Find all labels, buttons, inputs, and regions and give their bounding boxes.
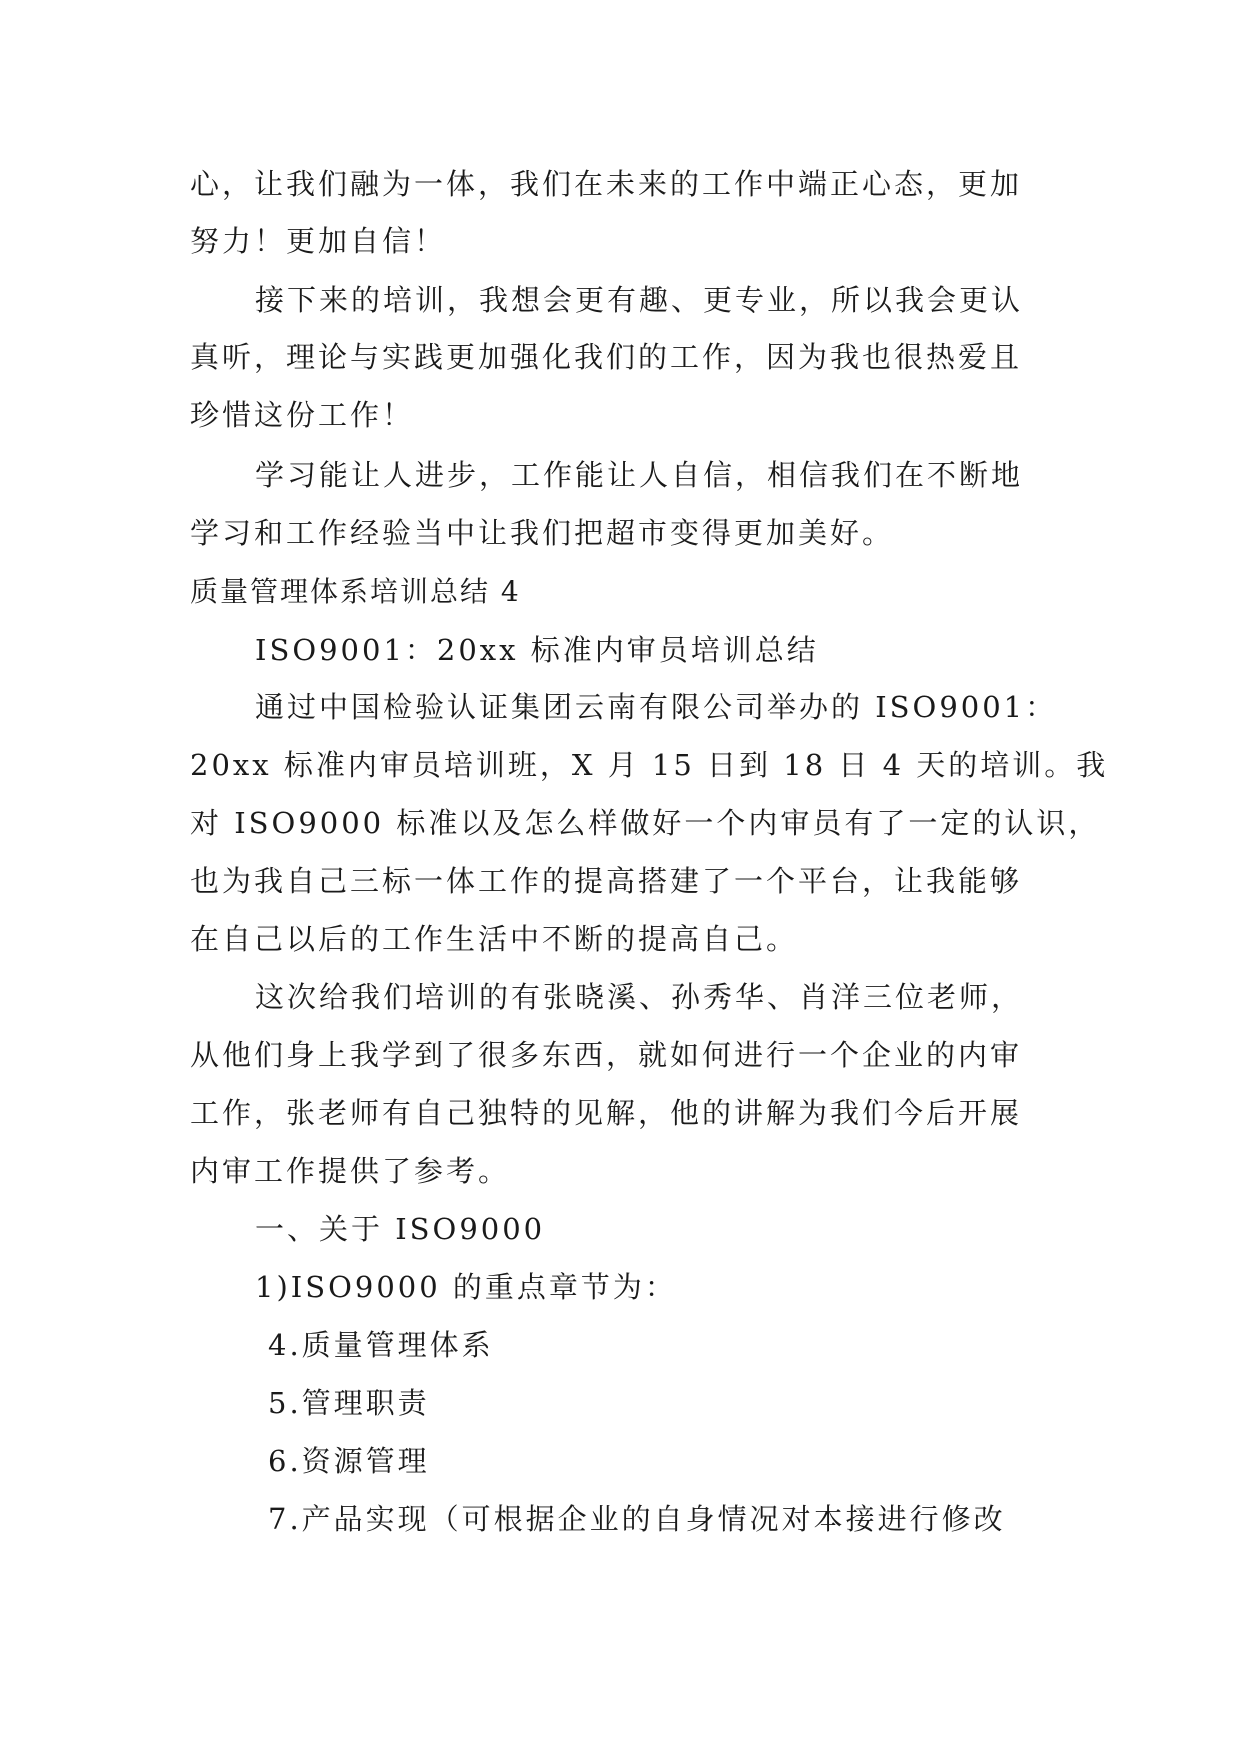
list-heading: 1)ISO9000 的重点章节为： xyxy=(255,1270,677,1304)
body-text-line: 对 ISO9000 标准以及怎么样做好一个内审员有了一定的认识， xyxy=(190,806,1101,840)
body-text-line: 珍惜这份工作！ xyxy=(190,398,415,432)
paragraph-first-line: 这次给我们培训的有张晓溪、孙秀华、肖洋三位老师， xyxy=(255,980,1024,1014)
body-text-line: 工作，张老师有自己独特的见解，他的讲解为我们今后开展 xyxy=(190,1096,1023,1130)
paragraph-first-line: 学习能让人进步，工作能让人自信，相信我们在不断地 xyxy=(255,458,1024,492)
body-text-line: 20xx 标准内审员培训班，X 月 15 日到 18 日 4 天的培训。我 xyxy=(190,748,1109,782)
body-text-line: 在自己以后的工作生活中不断的提高自己。 xyxy=(190,922,799,956)
section-subheading: 一、关于 ISO9000 xyxy=(255,1212,546,1246)
paragraph-first-line: 接下来的培训，我想会更有趣、更专业，所以我会更认 xyxy=(255,283,1024,317)
body-text-line: 心，让我们融为一体，我们在未来的工作中端正心态，更加 xyxy=(190,167,1023,201)
body-text-line: 努力！更加自信！ xyxy=(190,224,447,258)
list-item: 4.质量管理体系 xyxy=(268,1328,494,1362)
paragraph-first-line: 通过中国检验认证集团云南有限公司举办的 ISO9001： xyxy=(255,690,1058,724)
list-item: 5.管理职责 xyxy=(268,1386,430,1420)
body-text-line: 也为我自己三标一体工作的提高搭建了一个平台，让我能够 xyxy=(190,864,1023,898)
section-heading: 质量管理体系培训总结 4 xyxy=(190,575,521,608)
body-text-line: 内审工作提供了参考。 xyxy=(190,1154,511,1188)
body-text-line: 从他们身上我学到了很多东西，就如何进行一个企业的内审 xyxy=(190,1038,1023,1072)
subsection-title: ISO9001：20xx 标准内审员培训总结 xyxy=(255,633,819,667)
body-text-line: 真听，理论与实践更加强化我们的工作，因为我也很热爱且 xyxy=(190,340,1023,374)
list-item: 6.资源管理 xyxy=(268,1444,430,1478)
list-item: 7.产品实现（可根据企业的自身情况对本接进行修改 xyxy=(268,1502,1006,1536)
body-text-line: 学习和工作经验当中让我们把超市变得更加美好。 xyxy=(190,516,895,550)
